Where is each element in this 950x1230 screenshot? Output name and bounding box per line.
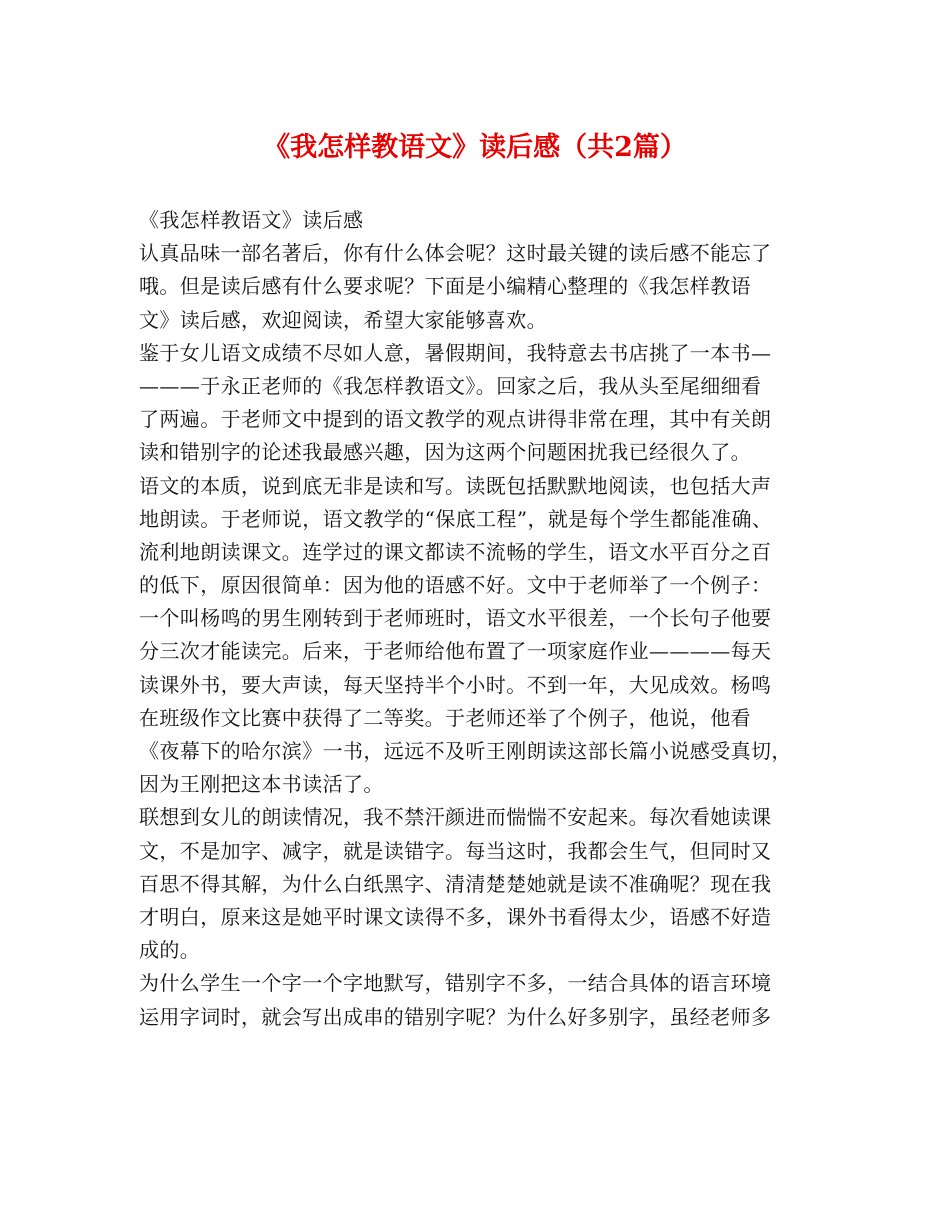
text-line: 地朗读。于老师说，语文教学的“保底工程”，就是每个学生都能准确、 bbox=[139, 506, 773, 531]
text-line: 《我怎样教语文》读后感 bbox=[139, 208, 364, 232]
text-line: 运用字词时，就会写出成串的错别字呢？为什么好多别字，虽经老师多 bbox=[139, 1004, 772, 1029]
text-line: 读课外书，要大声读，每天坚持半个小时。不到一年，大见成效。杨鸣 bbox=[139, 672, 772, 697]
text-line: 了两遍。于老师文中提到的语文教学的观点讲得非常在理，其中有关朗 bbox=[139, 407, 772, 432]
text-line: 《夜幕下的哈尔滨》一书，远远不及听王刚朗读这部长篇小说感受真切， bbox=[139, 739, 792, 763]
text-line: 语文的本质，说到底无非是读和写。读既包括默默地阅读，也包括大声 bbox=[139, 473, 772, 498]
text-line: 鉴于女儿语文成绩不尽如人意，暑假期间，我特意去书店挑了一本书— bbox=[139, 340, 772, 365]
text-line: ———于永正老师的《我怎样教语文》。回家之后，我从头至尾细细看 bbox=[139, 373, 762, 398]
text-line: 文，不是加字、减字，就是读错字。每当这时，我都会生气，但同时又 bbox=[139, 838, 772, 863]
text-line: 文》读后感，欢迎阅读，希望大家能够喜欢。 bbox=[139, 307, 547, 332]
text-line: 认真品味一部名著后，你有什么体会呢？这时最关键的读后感不能忘了 bbox=[139, 241, 772, 266]
text-line: 读和错别字的论述我最感兴趣，因为这两个问题困扰我已经很久了。 bbox=[139, 440, 751, 465]
text-line: 成的。 bbox=[139, 938, 201, 963]
text-line: 百思不得其解，为什么白纸黑字、清清楚楚她就是读不准确呢？现在我 bbox=[139, 871, 772, 896]
text-line: 的低下，原因很简单：因为他的语感不好。文中于老师举了一个例子： bbox=[139, 573, 772, 598]
text-line: 在班级作文比赛中获得了二等奖。于老师还举了个例子，他说，他看 bbox=[139, 705, 751, 730]
text-line: 联想到女儿的朗读情况，我不禁汗颜进而惴惴不安起来。每次看她读课 bbox=[139, 805, 772, 830]
document-body bbox=[139, 204, 839, 1034]
text-line: 哦。但是读后感有什么要求呢？下面是小编精心整理的《我怎样教语 bbox=[139, 274, 751, 299]
text-line: 分三次才能读完。后来，于老师给他布置了一项家庭作业————每天 bbox=[139, 639, 772, 664]
text-line: 才明白，原来这是她平时课文读得不多，课外书看得太少，语感不好造 bbox=[139, 904, 772, 929]
text-line: 因为王刚把这本书读活了。 bbox=[139, 772, 384, 797]
text-line: 流利地朗读课文。连学过的课文都读不流畅的学生，语文水平百分之百 bbox=[139, 539, 772, 564]
document-title: 《我怎样教语文》读后感（共2篇） bbox=[263, 132, 687, 163]
text-line: 为什么学生一个字一个字地默写，错别字不多，一结合具体的语言环境 bbox=[139, 971, 772, 996]
text-line: 一个叫杨鸣的男生刚转到于老师班时，语文水平很差，一个长句子他要 bbox=[139, 606, 772, 631]
